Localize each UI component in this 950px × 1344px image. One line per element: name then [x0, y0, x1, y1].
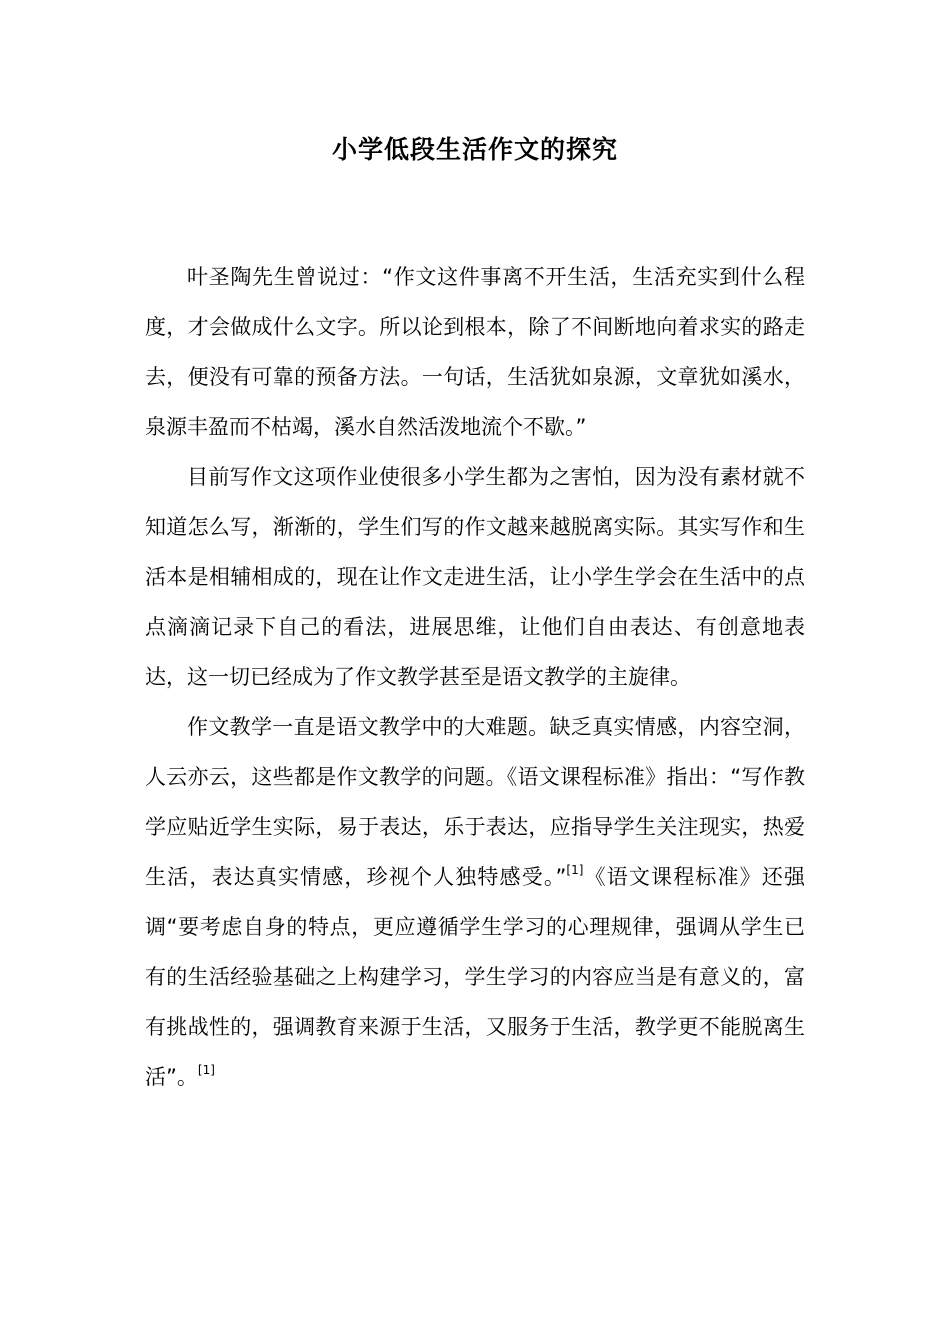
paragraph-text: 《语文课程标准》还强调“要考虑自身的特点，更应遵循学生学习的心理规律，强调从学生已有的生活经验基础之上构建学习，学生学习的内容应当是有意义的，富有挑战性的，强调教育来源于生活，又服务于生活，教学更不能脱离生活”。 [145, 865, 805, 1089]
paragraph-text: 目前写作文这项作业使很多小学生都为之害怕，因为没有素材就不知道怎么写，渐渐的，学生们写的作文越来越脱离实际。其实写作和生活本是相辅相成的，现在让作文走进生活，让小学生学会在生活中的点点滴滴记录下自己的看法，进展思维，让他们自由表达、有创意地表达，这一切已经成为了作文教学甚至是语文教学的主旋律。 [145, 465, 805, 689]
paragraph-2 [145, 452, 805, 702]
paragraph-text: 叶圣陶先生曾说过：“作文这件事离不开生活，生活充实到什么程度，才会做成什么文字。所以论到根本，除了不间断地向着求实的路走去，便没有可靠的预备方法。一句话，生活犹如泉源，文章犹如溪水，泉源丰盈而不枯竭，溪水自然活泼地流个不歇。” [145, 265, 805, 439]
paragraph-text: 作文教学一直是语文教学中的大难题。缺乏真实情感，内容空洞，人云亦云，这些都是作文教学的问题。《语文课程标准》指出：“写作教学应贴近学生实际，易于表达，乐于表达，应指导学生关注现实，热爱生活，表达真实情感，珍视个人独特感受。” [145, 715, 805, 889]
citation-marker: [1] [197, 1063, 215, 1077]
citation-marker: [1] [566, 863, 584, 877]
document-title: 小学低段生活作文的探究 [331, 135, 618, 164]
paragraph-3 [145, 702, 805, 1102]
document-body [145, 252, 805, 1102]
paragraph-1 [145, 252, 805, 452]
